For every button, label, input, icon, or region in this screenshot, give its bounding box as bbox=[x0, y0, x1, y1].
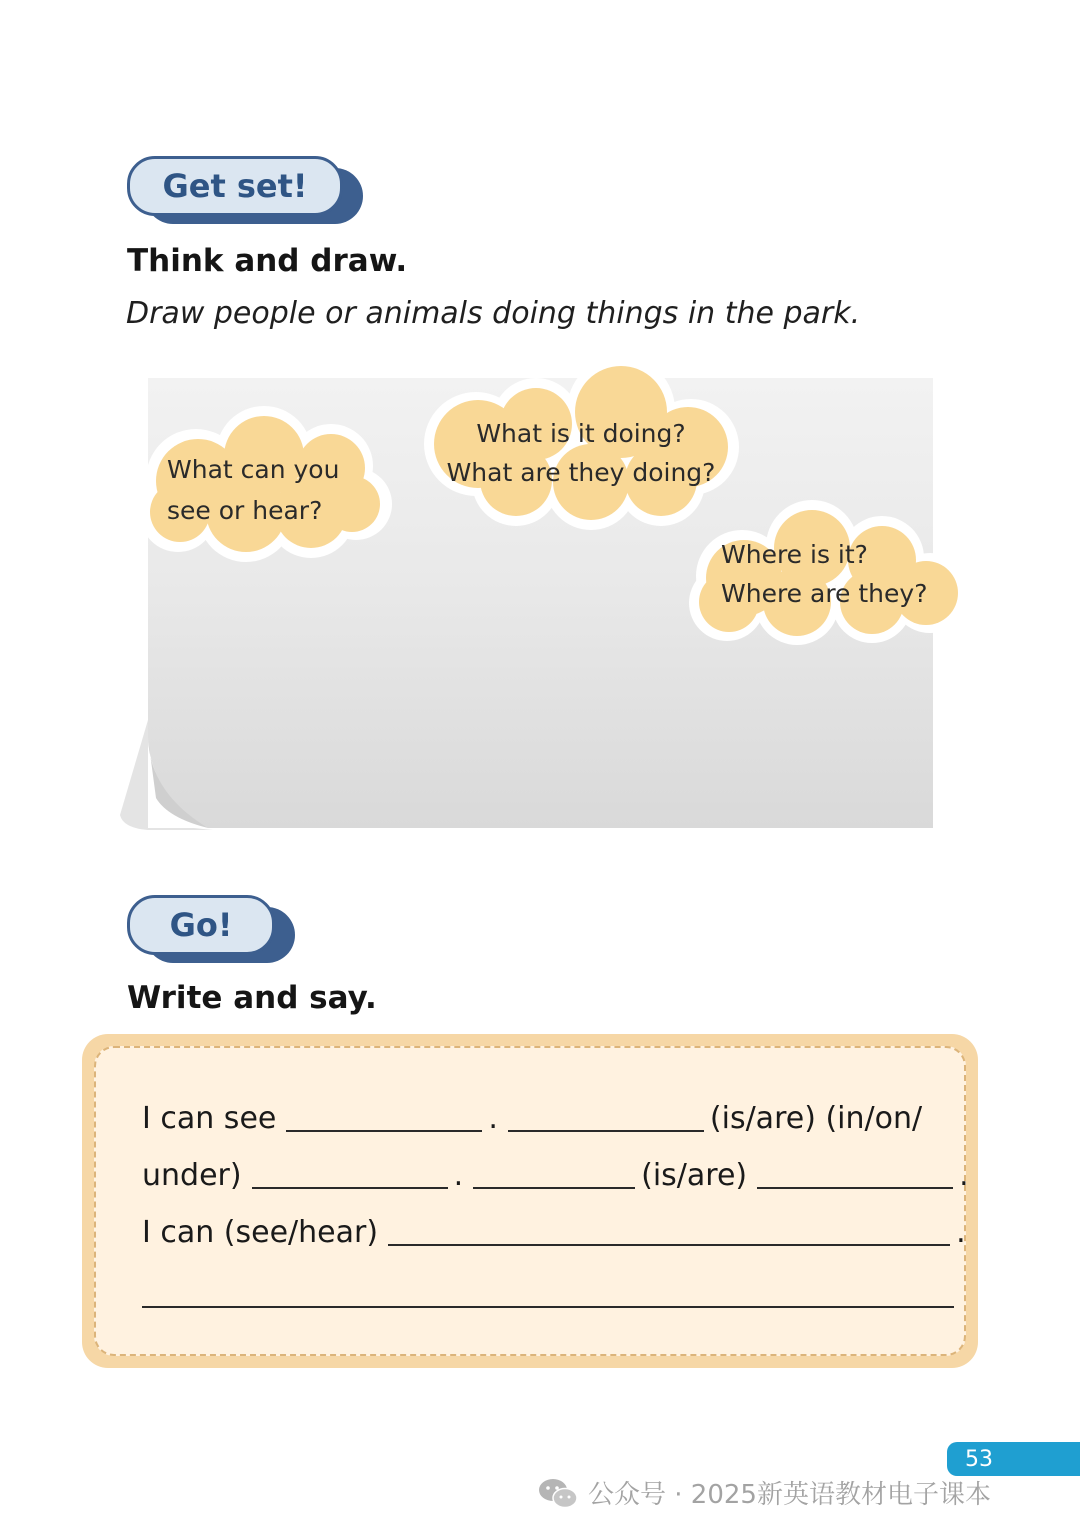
line3-text-a: I can (see/hear) bbox=[142, 1215, 379, 1250]
sentence-line-2 bbox=[142, 1157, 969, 1193]
line1-text-b: (is/are) (in/on/ bbox=[709, 1101, 923, 1136]
watermark bbox=[538, 1474, 991, 1511]
get-set-label: Get set! bbox=[127, 156, 343, 216]
cloud-where-line2: Where are they? bbox=[721, 578, 928, 608]
blank-1[interactable] bbox=[286, 1100, 482, 1132]
cloud-where bbox=[682, 498, 976, 648]
blank-7[interactable] bbox=[142, 1306, 954, 1308]
blank-2[interactable] bbox=[508, 1100, 704, 1132]
blank-4[interactable] bbox=[473, 1157, 635, 1189]
blank-3[interactable] bbox=[252, 1157, 448, 1189]
draw-instruction: Draw people or animals doing things in the park. bbox=[126, 296, 861, 331]
cloud-where-line1: Where is it? bbox=[721, 540, 868, 569]
go-label: Go! bbox=[127, 895, 275, 955]
get-set-badge bbox=[127, 156, 367, 226]
watermark-text: 公众号 · 2025新英语教材电子课本 bbox=[588, 1480, 991, 1510]
line1-dot: . bbox=[488, 1101, 498, 1136]
go-badge bbox=[127, 895, 299, 965]
line3-end: . bbox=[956, 1215, 966, 1250]
sentence-line-1 bbox=[142, 1100, 922, 1136]
cloud-doing-line1: What is it doing? bbox=[476, 419, 686, 448]
write-and-say-heading: Write and say. bbox=[127, 980, 377, 1016]
think-and-draw-heading: Think and draw. bbox=[127, 243, 408, 279]
line1-text-a: I can see bbox=[142, 1101, 277, 1136]
cloud-see-hear-line2: see or hear? bbox=[167, 495, 323, 525]
page-number: 53 bbox=[947, 1442, 1080, 1476]
blank-6[interactable] bbox=[388, 1214, 950, 1246]
line2-dot: . bbox=[453, 1158, 464, 1193]
writing-box-inner bbox=[94, 1046, 969, 1356]
line2-text-a: under) bbox=[142, 1158, 242, 1193]
line2-text-b: (is/are) bbox=[641, 1158, 748, 1193]
line2-end: . bbox=[959, 1158, 969, 1193]
cloud-see-hear-line1: What can you bbox=[167, 455, 340, 484]
sentence-line-3 bbox=[142, 1214, 966, 1250]
writing-box bbox=[82, 1034, 978, 1368]
blank-5[interactable] bbox=[757, 1157, 953, 1189]
cloud-doing-line2: What are they doing? bbox=[446, 457, 716, 487]
cloud-see-hear bbox=[136, 404, 392, 564]
chat-bubbles-icon bbox=[538, 1477, 578, 1509]
